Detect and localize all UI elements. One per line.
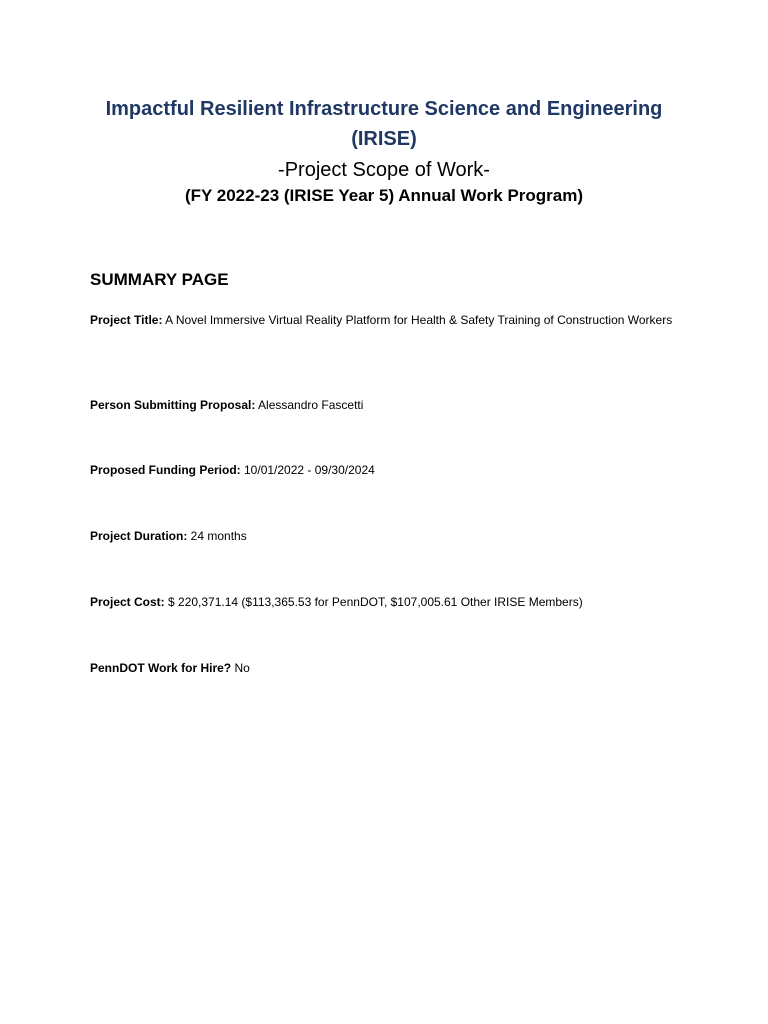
project-title-field	[90, 311, 680, 330]
field-value: Alessandro Fascetti	[255, 398, 364, 412]
funding-period-field	[90, 461, 680, 480]
project-cost-field	[90, 593, 680, 612]
field-value: 10/01/2022 - 09/30/2024	[240, 463, 375, 477]
field-label: Proposed Funding Period:	[90, 463, 241, 477]
field-value: No	[231, 661, 250, 675]
field-label: Project Duration:	[90, 529, 188, 543]
field-label: Person Submitting Proposal:	[90, 398, 256, 412]
field-label: Project Title:	[90, 313, 163, 327]
person-submitting-field	[90, 396, 680, 415]
summary-heading: SUMMARY PAGE	[90, 270, 229, 289]
project-duration-field	[90, 527, 680, 546]
field-value: $ 220,371.14 ($113,365.53 for PennDOT, $107,005.61 Other IRISE Members)	[164, 595, 583, 609]
field-value: 24 months	[187, 529, 247, 543]
title-block	[80, 94, 688, 208]
organization-title: Impactful Resilient Infrastructure Science and Engineering (IRISE)	[105, 98, 663, 150]
scope-title: -Project Scope of Work-	[278, 159, 490, 181]
field-label: PennDOT Work for Hire?	[90, 661, 232, 675]
fiscal-year-title: (FY 2022-23 (IRISE Year 5) Annual Work Program)	[184, 186, 584, 205]
work-for-hire-field	[90, 659, 680, 678]
field-label: Project Cost:	[90, 595, 165, 609]
field-value: A Novel Immersive Virtual Reality Platform for Health & Safety Training of Construction Workers	[162, 313, 673, 327]
